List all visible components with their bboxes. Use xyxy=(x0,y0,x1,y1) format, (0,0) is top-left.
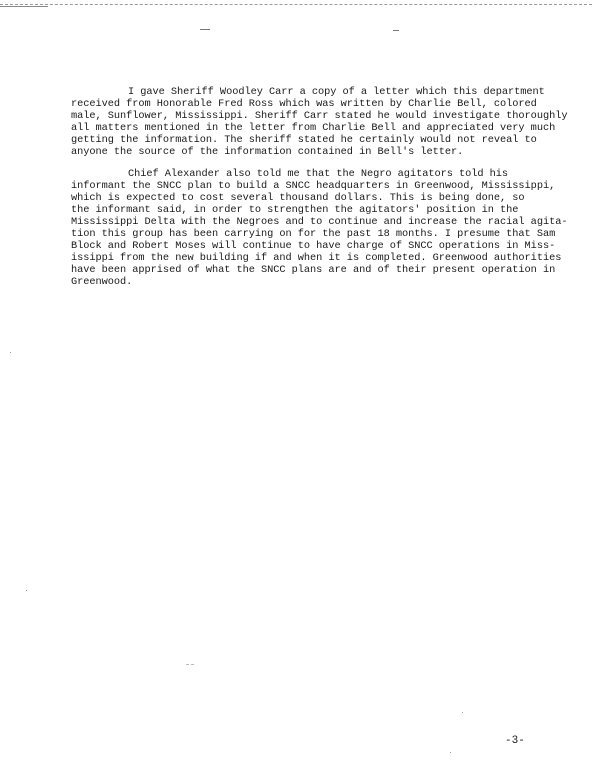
paragraph-line: received from Honorable Fred Ross which was written by Charlie Bell, colored xyxy=(71,98,537,110)
scan-speck xyxy=(10,352,11,353)
paragraph-line: informant the SNCC plan to build a SNCC headquarters in Greenwood, Mississippi, xyxy=(71,180,556,192)
paragraph-line: issippi from the new building if and when it is completed. Greenwood authorities xyxy=(71,252,562,264)
paragraph-line: I gave Sheriff Woodley Carr a copy of a letter which this department xyxy=(128,86,545,98)
paragraph-line: Chief Alexander also told me that the Negro agitators told his xyxy=(128,168,509,180)
paragraph-line: tion this group has been carrying on for the past 18 months. I presume that Sam xyxy=(71,228,556,240)
paragraph-chief-alexander xyxy=(71,168,568,288)
paragraph-line: have been apprised of what the SNCC plans are and of their present operation in xyxy=(71,264,556,276)
top-edge-mark xyxy=(0,6,48,7)
scan-speck xyxy=(26,590,27,591)
paragraph-line: Greenwood. xyxy=(71,276,133,288)
paragraph-line: Mississippi Delta with the Negroes and to continue and increase the racial agita- xyxy=(71,216,568,228)
header-tick-mark xyxy=(200,29,210,30)
top-edge-rule xyxy=(0,4,592,5)
paragraph-line: getting the information. The sheriff stated he certainly would not reveal to xyxy=(71,134,537,146)
paragraph-line: all matters mentioned in the letter from Charlie Bell and appreciated very much xyxy=(71,122,556,134)
header-tick-mark xyxy=(393,30,399,31)
paragraph-line: Block and Robert Moses will continue to have charge of SNCC operations in Miss- xyxy=(71,240,556,252)
stray-mark xyxy=(186,664,194,665)
paragraph-line: male, Sunflower, Mississippi. Sheriff Carr stated he would investigate thoroughly xyxy=(71,110,568,122)
scan-speck xyxy=(450,752,451,753)
paragraph-line: anyone the source of the information contained in Bell's letter. xyxy=(71,146,464,158)
paragraph-line: the informant said, in order to strengthen the agitators' position in the xyxy=(71,204,519,216)
paragraph-line: which is expected to cost several thousand dollars. This is being done, so xyxy=(71,192,525,204)
paragraph-sheriff-carr xyxy=(71,86,568,158)
scan-speck xyxy=(462,712,463,713)
page-number: -3- xyxy=(505,735,525,747)
